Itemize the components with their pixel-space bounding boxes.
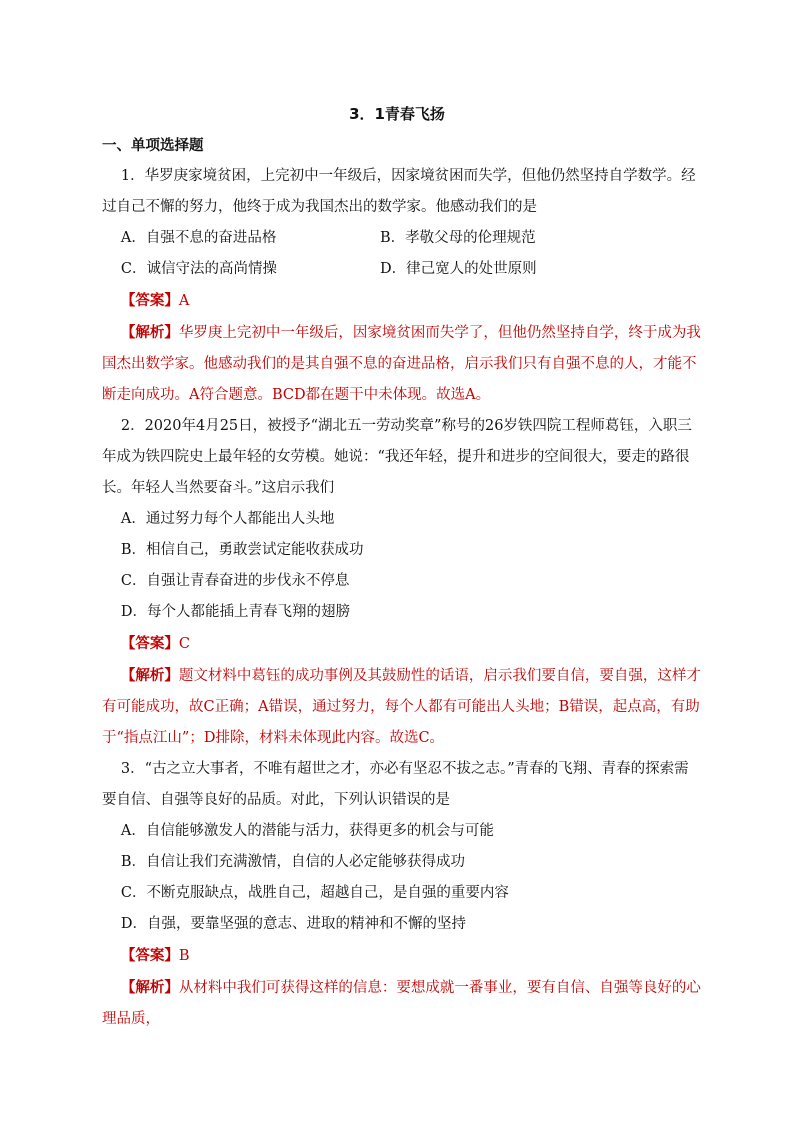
question-3-stem: 3．“古之立大事者，不唯有超世之才，亦必有坚忍不拔之志。”青春的飞翔、青春的探索需要自信、自强等良好的品质。对此，下列认识错误的是 [102, 761, 689, 808]
option-d: D．律己宽人的处世原则 [380, 261, 537, 277]
option-c: C．自强让青春奋进的步伐永不停息 [120, 573, 350, 589]
question-2-analysis [102, 660, 702, 754]
option-b: B．自信让我们充满激情，自信的人必定能够获得成功 [120, 854, 465, 870]
option-d: D．自强，要靠坚强的意志、进取的精神和不懈的坚持 [120, 916, 466, 932]
option-d: D．每个人都能插上青春飞翔的翅膀 [120, 604, 350, 620]
option-a: A．自强不息的奋进品格 [120, 230, 277, 246]
option-c: C．诚信守法的高尚情操 [120, 261, 277, 277]
answer-tag: 【答案】 [120, 635, 179, 652]
question-list [102, 161, 702, 1035]
option-c: C．不断克服缺点，战胜自己，超越自己，是自强的重要内容 [120, 885, 509, 901]
analysis-tag: 【解析】 [120, 667, 179, 684]
answer-value: B [178, 948, 190, 964]
question-1-answer [102, 285, 702, 317]
question-1-options-row-1 [102, 223, 702, 254]
section-heading: 一、单项选择题 [102, 138, 204, 154]
answer-value: A [178, 293, 190, 309]
question-1-analysis [102, 317, 702, 411]
question-3-analysis [102, 972, 702, 1035]
analysis-tag: 【解析】 [120, 324, 179, 341]
question-2-answer [102, 628, 702, 660]
option-a: A．通过努力每个人都能出人头地 [120, 511, 335, 527]
analysis-text: 华罗庚上完初中一年级后，因家境贫困而失学了，但他仍然坚持自学，终于成为我国杰出数学家。他感动我们的是其自强不息的奋进品格，启示我们只有自强不息的人，才能不断走向成功。A符合题意。BCD都在题干中未体现。故选A。 [102, 325, 701, 403]
analysis-text: 题文材料中葛钰的成功事例及其鼓励性的话语，启示我们要自信，要自强，这样才有可能成功，故C正确；A错误，通过努力，每个人都有可能出人头地；B错误，起点高，有助于“指点江山”；D排除，材料未体现此内容。故选C。 [102, 668, 701, 746]
analysis-tag: 【解析】 [120, 979, 179, 996]
analysis-text: 从材料中我们可获得这样的信息：要想成就一番事业，要有自信、自强等良好的心理品质， [102, 980, 701, 1027]
question-1-options-row-2 [102, 254, 702, 285]
option-b: B．相信自己，勇敢尝试定能收获成功 [120, 542, 364, 558]
question-1-stem: 1．华罗庚家境贫困，上完初中一年级后，因家境贫困而失学，但他仍然坚持自学数学。经过自己不懈的努力，他终于成为我国杰出的数学家。他感动我们的是 [102, 168, 696, 215]
question-3-answer [102, 940, 702, 972]
option-b: B．孝敬父母的伦理规范 [380, 230, 536, 246]
answer-value: C [178, 636, 190, 652]
page-title: 3．1青春飞扬 [349, 105, 445, 123]
answer-tag: 【答案】 [120, 947, 179, 964]
option-a: A．自信能够激发人的潜能与活力，获得更多的机会与可能 [120, 823, 494, 839]
answer-tag: 【答案】 [120, 292, 179, 309]
question-2-stem: 2．2020年4月25日，被授予“湖北五一劳动奖章”称号的26岁铁四院工程师葛钰，入职三年成为铁四院史上最年轻的女劳模。她说：“我还年轻，提升和进步的空间很大，要走的路很长。年轻人当然要奋斗。”这启示我们 [102, 418, 692, 496]
